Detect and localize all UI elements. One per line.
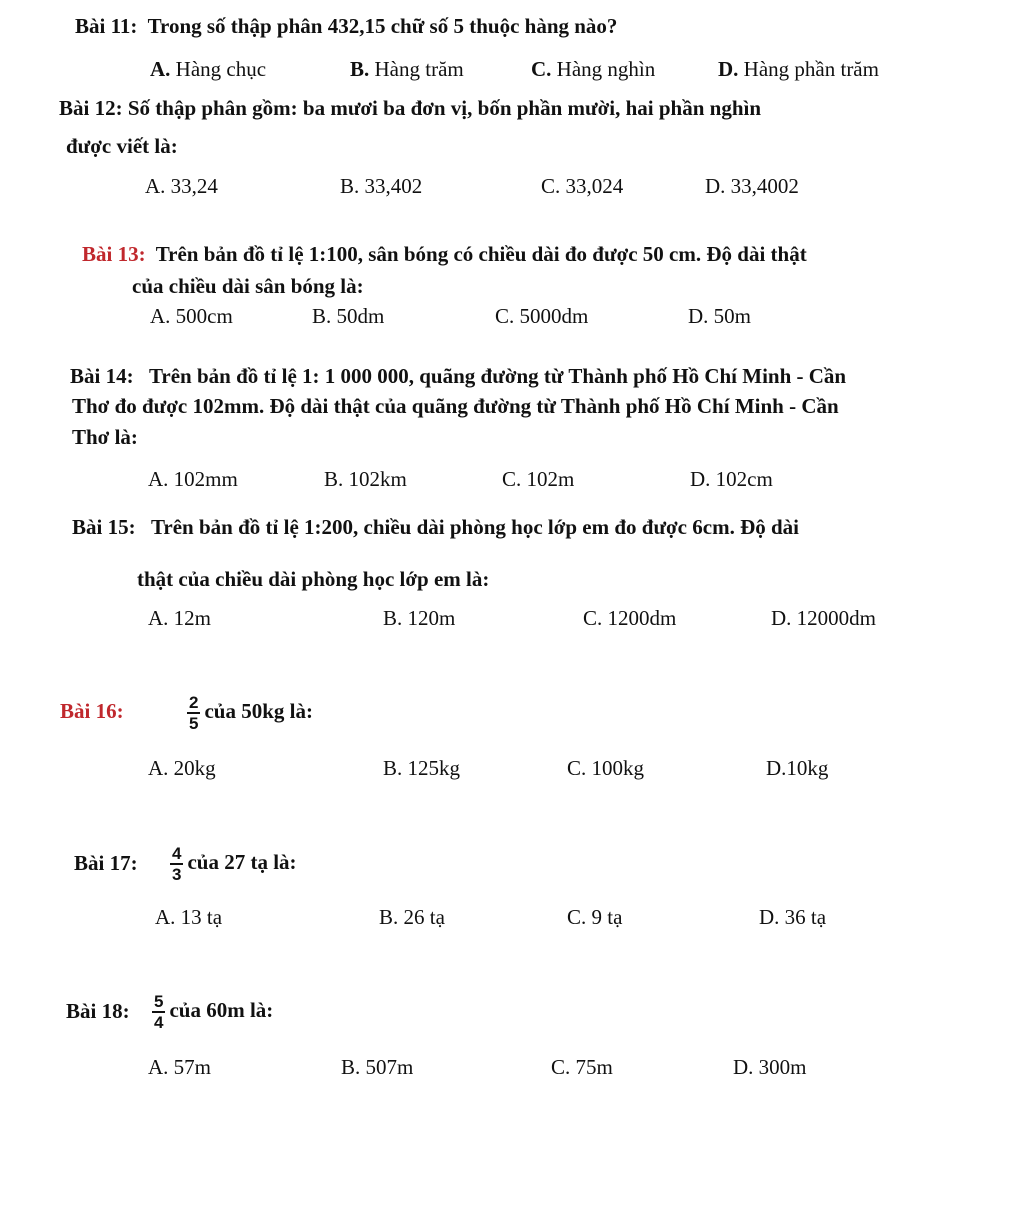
q15-option-a: A. 12m xyxy=(148,606,212,630)
question-18-text: của 60m là: xyxy=(169,998,274,1022)
q13-option-b: B. 50dm xyxy=(312,304,385,328)
question-14 xyxy=(70,363,846,389)
question-15-line2: thật của chiều dài phòng học lớp em là: xyxy=(137,567,490,591)
q11-option-d: D. Hàng phần trăm xyxy=(718,57,879,81)
question-13-line1: Trên bản đồ tỉ lệ 1:100, sân bóng có chiều dài đo được 50 cm. Độ dài thật xyxy=(155,242,807,266)
question-11 xyxy=(75,13,617,39)
q11-option-b: B. Hàng trăm xyxy=(350,57,464,81)
q17-option-c: C. 9 tạ xyxy=(567,905,623,929)
q12-option-b: B. 33,402 xyxy=(340,174,423,198)
q11-option-a: A. Hàng chục xyxy=(150,57,267,81)
question-13-line2: của chiều dài sân bóng là: xyxy=(132,274,364,298)
q12-option-d: D. 33,4002 xyxy=(705,174,799,198)
question-12 xyxy=(59,95,761,121)
question-15-label: Bài 15: xyxy=(72,515,136,539)
q15-option-d: D. 12000dm xyxy=(771,606,877,630)
q15-option-c: C. 1200dm xyxy=(583,606,677,630)
q14-option-c: C. 102m xyxy=(502,467,575,491)
question-16-text: của 50kg là: xyxy=(204,699,313,723)
q13-option-d: D. 50m xyxy=(688,304,752,328)
question-12-line1: Số thập phân gồm: ba mươi ba đơn vị, bốn phần mười, hai phần nghìn xyxy=(127,96,762,120)
q16-option-c: C. 100kg xyxy=(567,756,645,780)
question-12-line2: được viết là: xyxy=(66,134,178,158)
q16-option-a: A. 20kg xyxy=(148,756,216,780)
question-15 xyxy=(72,514,799,540)
question-18 xyxy=(148,983,273,1037)
question-11-text: Trong số thập phân 432,15 chữ số 5 thuộc hàng nào? xyxy=(147,14,618,38)
q16-option-d: D.10kg xyxy=(766,756,829,780)
question-15-line1: Trên bản đồ tỉ lệ 1:200, chiều dài phòng học lớp em đo được 6cm. Độ dài xyxy=(150,515,799,539)
q16-option-b: B. 125kg xyxy=(383,756,461,780)
fraction: $\frac{5}{4}$ xyxy=(154,992,164,1033)
question-17-text: của 27 tạ là: xyxy=(187,850,297,874)
q14-option-d: D. 102cm xyxy=(690,467,773,491)
question-17 xyxy=(166,835,297,889)
question-11-label: Bài 11: xyxy=(75,14,138,38)
q13-option-c: C. 5000dm xyxy=(495,304,589,328)
q17-option-b: B. 26 tạ xyxy=(379,905,445,929)
q14-option-b: B. 102km xyxy=(324,467,407,491)
q14-option-a: A. 102mm xyxy=(148,467,238,491)
question-13-label: Bài 13: xyxy=(82,242,146,266)
question-14-line2: Thơ đo được 102mm. Độ dài thật của quãng đường từ Thành phố Hồ Chí Minh - Cần xyxy=(72,394,839,418)
question-14-label: Bài 14: xyxy=(70,364,134,388)
q12-option-a: A. 33,24 xyxy=(145,174,218,198)
q18-option-a: A. 57m xyxy=(148,1055,212,1079)
question-14-line1: Trên bản đồ tỉ lệ 1: 1 000 000, quãng đường từ Thành phố Hồ Chí Minh - Cần xyxy=(148,364,847,388)
q18-option-b: B. 507m xyxy=(341,1055,414,1079)
question-18-label: Bài 18: xyxy=(66,999,130,1023)
question-16 xyxy=(183,684,313,738)
q17-option-d: D. 36 tạ xyxy=(759,905,827,929)
question-16-label: Bài 16: xyxy=(60,699,124,723)
q17-option-a: A. 13 tạ xyxy=(155,905,223,929)
question-14-line3: Thơ là: xyxy=(72,425,138,449)
q18-option-d: D. 300m xyxy=(733,1055,807,1079)
question-17-label: Bài 17: xyxy=(74,851,138,875)
fraction: $\frac{2}{5}$ xyxy=(189,693,199,734)
question-13 xyxy=(82,241,807,267)
q15-option-b: B. 120m xyxy=(383,606,456,630)
fraction: $\frac{4}{3}$ xyxy=(172,844,182,885)
q13-option-a: A. 500cm xyxy=(150,304,233,328)
question-12-label: Bài 12: xyxy=(59,96,123,120)
q18-option-c: C. 75m xyxy=(551,1055,613,1079)
q11-option-c: C. Hàng nghìn xyxy=(531,57,656,81)
q12-option-c: C. 33,024 xyxy=(541,174,624,198)
